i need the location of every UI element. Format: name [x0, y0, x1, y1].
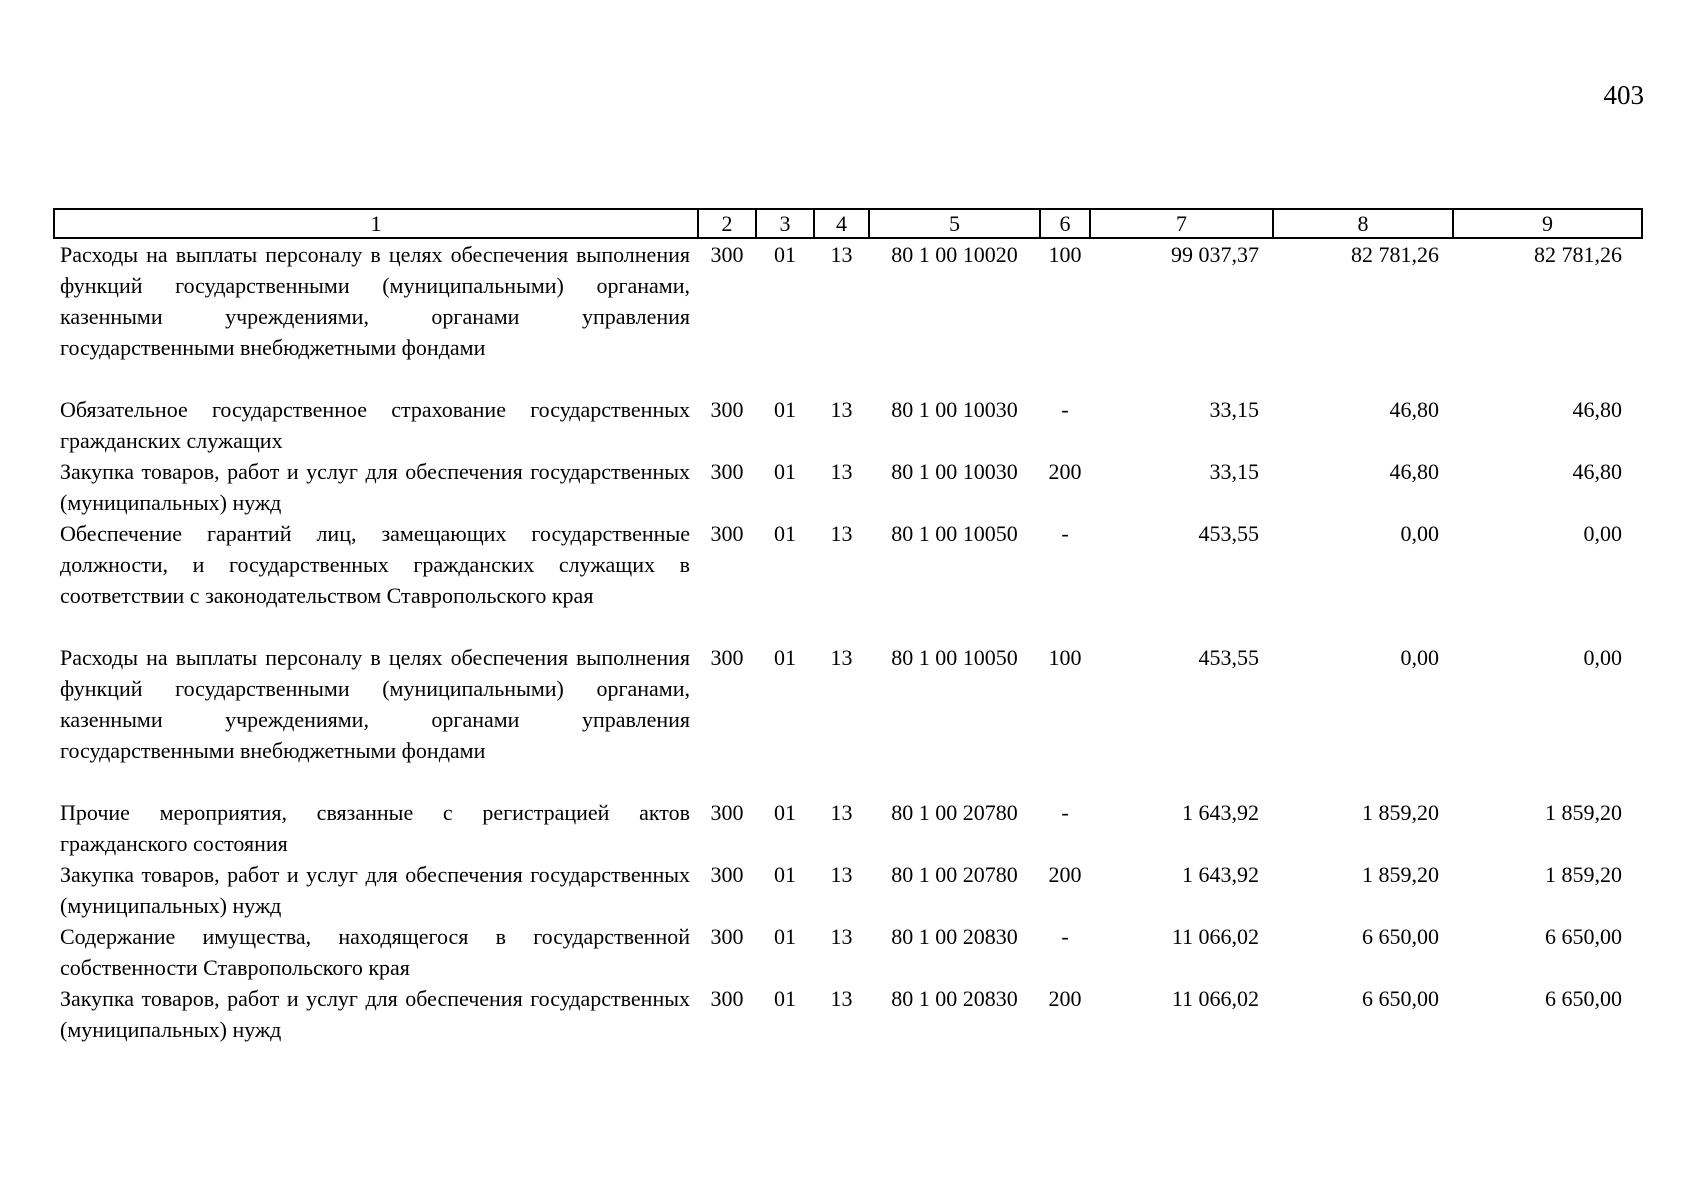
row-amount-col8: 6 650,00 [1362, 986, 1439, 1011]
row-ministry-code: 300 [710, 800, 744, 825]
row-amount-col7: 1 643,92 [1182, 862, 1259, 887]
row-section-code: 01 [774, 800, 796, 825]
row-name: Содержание имущества, находящегося в государственной собственности Ставропольского края [60, 924, 690, 980]
row-ministry-code: 300 [710, 459, 744, 484]
row-subsection-code: 13 [830, 986, 853, 1011]
row-expense-type: - [1061, 924, 1069, 949]
row-section-code: 01 [774, 521, 796, 546]
header-row [54, 209, 1642, 238]
row-expense-type: 200 [1048, 459, 1082, 484]
row-ministry-code: 300 [710, 397, 744, 422]
table-row [54, 797, 1642, 859]
page-number: 403 [1603, 80, 1644, 110]
row-amount-col7: 11 066,02 [1171, 924, 1259, 949]
row-amount-col7: 453,55 [1198, 645, 1259, 670]
row-amount-col9: 1 859,20 [1545, 800, 1622, 825]
row-section-code: 01 [774, 645, 796, 670]
header-cell-3: 3 [756, 209, 814, 238]
budget-table [53, 208, 1643, 1045]
table-row [54, 642, 1642, 797]
row-ministry-code: 300 [710, 242, 744, 267]
row-amount-col9: 1 859,20 [1545, 862, 1622, 887]
row-amount-col8: 6 650,00 [1362, 924, 1439, 949]
row-expense-type: - [1061, 397, 1069, 422]
row-name: Расходы на выплаты персоналу в целях обеспечения выполнения функций государственными (муниципальными) органами, казенными учреждениями, органами управления государственными внебюджетными фондами [60, 645, 690, 763]
row-name: Закупка товаров, работ и услуг для обеспечения государственных (муниципальных) нужд [60, 862, 690, 918]
row-expense-type: 200 [1048, 862, 1082, 887]
row-subsection-code: 13 [830, 397, 853, 422]
row-expense-type: 200 [1048, 986, 1082, 1011]
row-subsection-code: 13 [830, 645, 853, 670]
row-amount-col7: 1 643,92 [1182, 800, 1259, 825]
row-amount-col7: 11 066,02 [1171, 986, 1259, 1011]
row-target-article: 80 1 00 20830 [891, 986, 1018, 1011]
row-section-code: 01 [774, 397, 796, 422]
row-amount-col9: 6 650,00 [1545, 986, 1622, 1011]
row-amount-col9: 46,80 [1572, 397, 1622, 422]
row-subsection-code: 13 [830, 924, 853, 949]
row-amount-col8: 0,00 [1400, 645, 1439, 670]
row-subsection-code: 13 [830, 242, 853, 267]
row-target-article: 80 1 00 10050 [891, 645, 1018, 670]
header-cell-1: 1 [54, 209, 698, 238]
table-row [54, 238, 1642, 394]
row-section-code: 01 [774, 242, 796, 267]
table-row [54, 394, 1642, 456]
header-cell-7: 7 [1090, 209, 1273, 238]
header-cell-4: 4 [814, 209, 869, 238]
row-section-code: 01 [774, 862, 796, 887]
table-row [54, 921, 1642, 983]
row-amount-col8: 0,00 [1400, 521, 1439, 546]
row-ministry-code: 300 [710, 924, 744, 949]
row-ministry-code: 300 [710, 521, 744, 546]
row-target-article: 80 1 00 10050 [891, 521, 1018, 546]
row-target-article: 80 1 00 20780 [891, 862, 1018, 887]
row-subsection-code: 13 [830, 862, 853, 887]
row-name: Обеспечение гарантий лиц, замещающих государственные должности, и государственных гражданских служащих в соответствии с законодательством Ставропольского края [60, 521, 690, 608]
header-cell-2: 2 [698, 209, 756, 238]
table-row [54, 456, 1642, 518]
row-amount-col8: 1 859,20 [1362, 862, 1439, 887]
row-subsection-code: 13 [830, 459, 853, 484]
row-name: Закупка товаров, работ и услуг для обеспечения государственных (муниципальных) нужд [60, 986, 690, 1042]
row-amount-col7: 33,15 [1209, 397, 1259, 422]
row-ministry-code: 300 [710, 986, 744, 1011]
row-amount-col7: 453,55 [1198, 521, 1259, 546]
row-target-article: 80 1 00 10030 [891, 397, 1018, 422]
header-cell-6: 6 [1040, 209, 1090, 238]
row-expense-type: - [1061, 521, 1069, 546]
row-subsection-code: 13 [830, 521, 853, 546]
row-target-article: 80 1 00 10030 [891, 459, 1018, 484]
row-amount-col9: 82 781,26 [1534, 242, 1622, 267]
row-ministry-code: 300 [710, 645, 744, 670]
row-name: Прочие мероприятия, связанные с регистрацией актов гражданского состояния [60, 800, 690, 856]
row-target-article: 80 1 00 20780 [891, 800, 1018, 825]
row-section-code: 01 [774, 459, 796, 484]
row-subsection-code: 13 [830, 800, 853, 825]
row-amount-col9: 6 650,00 [1545, 924, 1622, 949]
row-amount-col8: 46,80 [1389, 397, 1439, 422]
table-row [54, 518, 1642, 642]
row-name: Расходы на выплаты персоналу в целях обеспечения выполнения функций государственными (муниципальными) органами, казенными учреждениями, органами управления государственными внебюджетными фондами [60, 242, 690, 360]
row-expense-type: 100 [1048, 242, 1082, 267]
row-target-article: 80 1 00 20830 [891, 924, 1018, 949]
row-amount-col8: 46,80 [1389, 459, 1439, 484]
row-section-code: 01 [774, 986, 796, 1011]
table-row [54, 983, 1642, 1045]
row-expense-type: - [1061, 800, 1069, 825]
row-amount-col9: 0,00 [1583, 521, 1622, 546]
row-section-code: 01 [774, 924, 796, 949]
row-amount-col9: 0,00 [1583, 645, 1622, 670]
row-name: Обязательное государственное страхование государственных гражданских служащих [60, 397, 690, 453]
row-amount-col8: 82 781,26 [1351, 242, 1439, 267]
row-expense-type: 100 [1048, 645, 1082, 670]
header-cell-5: 5 [869, 209, 1040, 238]
header-cell-8: 8 [1273, 209, 1453, 238]
row-ministry-code: 300 [710, 862, 744, 887]
table-row [54, 859, 1642, 921]
row-amount-col7: 33,15 [1209, 459, 1259, 484]
row-amount-col8: 1 859,20 [1362, 800, 1439, 825]
row-amount-col9: 46,80 [1572, 459, 1622, 484]
row-target-article: 80 1 00 10020 [891, 242, 1018, 267]
row-amount-col7: 99 037,37 [1171, 242, 1259, 267]
header-cell-9: 9 [1453, 209, 1642, 238]
row-name: Закупка товаров, работ и услуг для обеспечения государственных (муниципальных) нужд [60, 459, 690, 515]
